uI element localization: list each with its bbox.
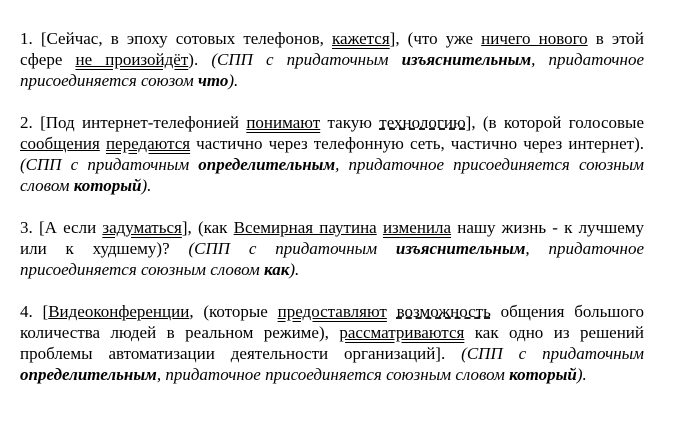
sentence-text: ], (в которой голосовые <box>465 113 644 132</box>
keyword: который <box>73 176 142 195</box>
keyword: определительным <box>20 365 157 384</box>
analysis-note: , придаточное присоединяется союзным словом <box>156 365 510 384</box>
analysis-note: , придаточное присоединяется союзным словом <box>20 155 644 195</box>
paragraph-2 <box>20 112 644 196</box>
predicate: понимают <box>246 113 321 132</box>
keyword: как <box>264 260 290 279</box>
sentence-text: 4. [ <box>20 302 49 321</box>
analysis-note: ). <box>228 71 239 90</box>
underlined-word: Видеоконференции <box>48 302 190 321</box>
underlined-word: Всемирная паутина <box>233 218 377 237</box>
sentence-text: 2. [Под интернет-телефонией <box>20 113 247 132</box>
sentence-text: частично через телефонную сеть, частично через интернет). <box>190 134 644 153</box>
object-word: возможность <box>396 302 491 321</box>
sentence-text <box>387 302 397 321</box>
underlined-word: ничего нового <box>481 29 588 48</box>
sentence-text: ). <box>188 50 212 69</box>
keyword: изъяснительным <box>395 239 526 258</box>
predicate: предоставляют <box>277 302 387 321</box>
object-word: технологию <box>379 113 466 132</box>
predicate: передаются <box>105 134 191 153</box>
analysis-note: ). <box>141 176 152 195</box>
analysis-note: (СПП с придаточным <box>188 239 396 258</box>
sentence-text: ], (что уже <box>389 29 482 48</box>
analysis-note: , придаточное присоединяется союзным словом <box>20 239 644 279</box>
keyword: изъяснительным <box>401 50 532 69</box>
keyword: что <box>197 71 229 90</box>
predicate: кажется <box>332 29 390 48</box>
predicate: изменила <box>382 218 452 237</box>
paragraph-4 <box>20 301 644 385</box>
paragraph-1 <box>20 28 644 91</box>
sentence-text: общения большого количества людей в реальном режиме), <box>20 302 645 342</box>
sentence-text: 1. [Сейчас, в эпоху сотовых телефонов, <box>20 29 333 48</box>
analysis-note: (СПП с придаточным <box>211 50 402 69</box>
analysis-note: ). <box>576 365 587 384</box>
predicate: рассматриваются <box>339 323 465 342</box>
analysis-note: , придаточное присоединяется союзом <box>20 50 644 90</box>
predicate: не произойдёт <box>75 50 189 69</box>
analysis-note: (СПП с придаточным <box>20 155 199 174</box>
sentence-text: 3. [А если <box>20 218 103 237</box>
underlined-word: сообщения <box>20 134 100 153</box>
keyword: определительным <box>198 155 336 174</box>
analysis-note: (СПП с придаточным <box>461 344 644 363</box>
sentence-text: как одно из решений проблемы автоматизации деятельности организаций]. <box>20 323 644 363</box>
sentence-text: нашу жизнь - к лучшему или к худшему)? <box>20 218 645 258</box>
paragraph-3 <box>20 217 644 280</box>
sentence-text: такую <box>320 113 380 132</box>
predicate: задуматься <box>102 218 182 237</box>
sentence-text: ], (как <box>181 218 234 237</box>
sentence-text: , (которые <box>189 302 278 321</box>
keyword: который <box>509 365 577 384</box>
sentence-text: в этой сфере <box>20 29 645 69</box>
analysis-note: ). <box>289 260 300 279</box>
